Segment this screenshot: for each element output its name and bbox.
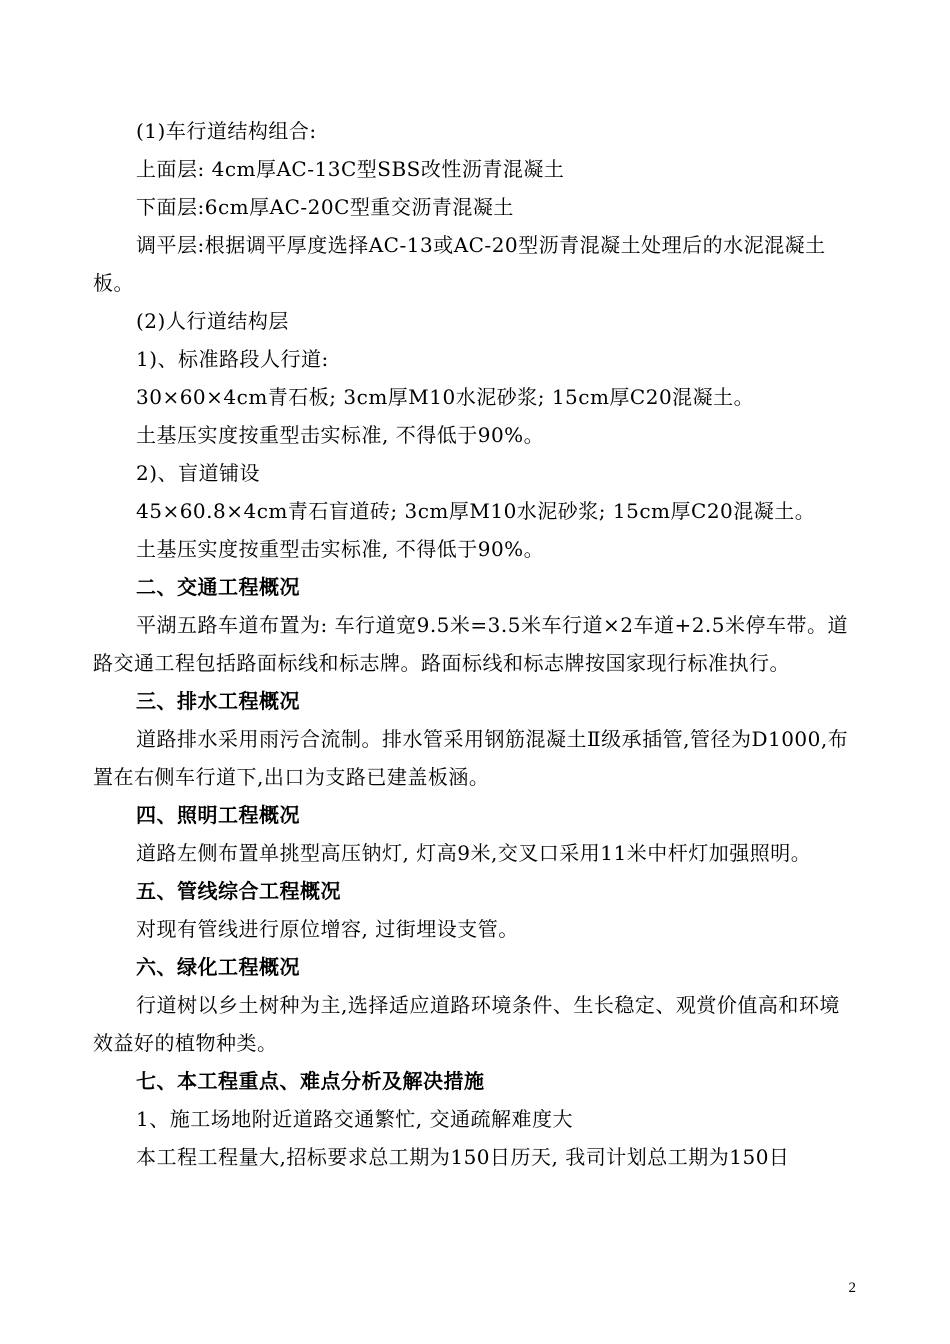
document-body xyxy=(93,112,855,1176)
heading-pipeline-engineering: 五、管线综合工程概况 xyxy=(136,879,341,903)
paragraph-difficulty-1: 1、施工场地附近道路交通繁忙, 交通疏解难度大 xyxy=(136,1107,573,1131)
paragraph-roadway-structure-title: (1)车行道结构组合: xyxy=(136,119,317,143)
heading-key-difficulties: 七、本工程重点、难点分析及解决措施 xyxy=(136,1069,485,1093)
paragraph-upper-layer: 上面层: 4cm厚AC-13C型SBS改性沥青混凝土 xyxy=(136,157,565,181)
paragraph-schedule: 本工程工程量大,招标要求总工期为150日历天, 我司计划总工期为150日 xyxy=(136,1145,790,1169)
paragraph-compaction-1: 土基压实度按重型击实标准, 不得低于90%。 xyxy=(136,423,545,447)
heading-drainage-engineering: 三、排水工程概况 xyxy=(136,689,300,713)
paragraph-standard-sidewalk: 1)、标准路段人行道: xyxy=(136,347,329,371)
paragraph-drainage-engineering: 道路排水采用雨污合流制。排水管采用钢筋混凝土Ⅱ级承插管,管径为D1000,布置在右侧车行道下,出口为支路已建盖板涵。 xyxy=(93,727,849,789)
paragraph-pipeline-engineering: 对现有管线进行原位增容, 过街埋设支管。 xyxy=(136,917,519,941)
page-number: 2 xyxy=(848,1280,856,1296)
paragraph-lower-layer: 下面层:6cm厚AC-20C型重交沥青混凝土 xyxy=(136,195,514,219)
heading-traffic-engineering: 二、交通工程概况 xyxy=(136,575,300,599)
heading-lighting-engineering: 四、照明工程概况 xyxy=(136,803,300,827)
paragraph-sidewalk-structure-title: (2)人行道结构层 xyxy=(136,309,289,333)
heading-greening-engineering: 六、绿化工程概况 xyxy=(136,955,300,979)
paragraph-blind-path-title: 2)、盲道铺设 xyxy=(136,461,261,485)
paragraph-traffic-engineering: 平湖五路车道布置为: 车行道宽9.5米=3.5米车行道×2车道+2.5米停车带。道路交通工程包括路面标线和标志牌。路面标线和标志牌按国家现行标准执行。 xyxy=(93,613,849,675)
paragraph-compaction-2: 土基压实度按重型击实标准, 不得低于90%。 xyxy=(136,537,545,561)
paragraph-blind-path-materials: 45×60.8×4cm青石盲道砖; 3cm厚M10水泥砂浆; 15cm厚C20混凝土。 xyxy=(136,499,816,523)
paragraph-sidewalk-materials: 30×60×4cm青石板; 3cm厚M10水泥砂浆; 15cm厚C20混凝土。 xyxy=(136,385,755,409)
paragraph-greening-engineering: 行道树以乡土树种为主,选择适应道路环境条件、生长稳定、观赏价值高和环境效益好的植物种类。 xyxy=(93,993,840,1055)
paragraph-lighting-engineering: 道路左侧布置单挑型高压钠灯, 灯高9米,交叉口采用11米中杆灯加强照明。 xyxy=(136,841,812,865)
paragraph-leveling-layer: 调平层:根据调平厚度选择AC-13或AC-20型沥青混凝土处理后的水泥混凝土板。 xyxy=(93,233,826,295)
